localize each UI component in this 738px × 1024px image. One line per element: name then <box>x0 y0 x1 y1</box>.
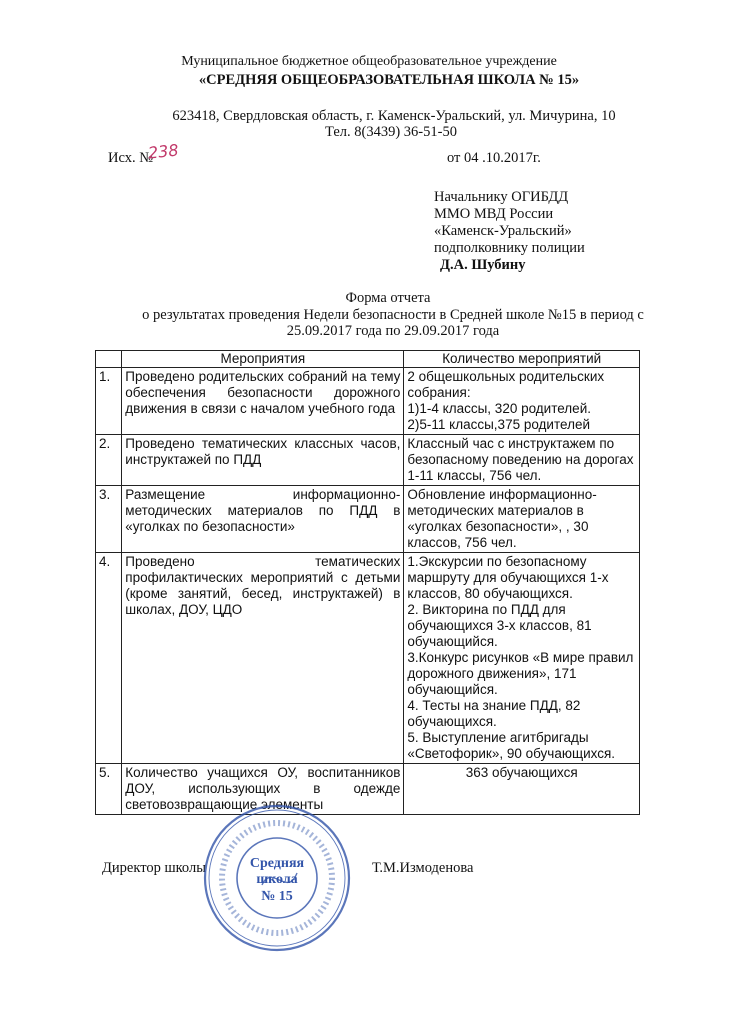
count-line: 2)5-11 классы,375 родителей <box>407 417 590 432</box>
table-row <box>96 368 640 435</box>
form-title: Форма отчета <box>345 290 431 306</box>
addressee-line: подполковнику полиции <box>434 240 585 256</box>
signature-role: Директор школы <box>102 860 206 876</box>
header-events: Мероприятия <box>122 351 404 368</box>
row-count <box>404 553 640 764</box>
row-num: 2. <box>96 435 122 486</box>
row-event: Проведено родительских собраний на тему обеспечения безопасности дорожного движения в связи с началом учебного года <box>122 368 404 435</box>
header-count: Количество мероприятий <box>404 351 640 368</box>
row-count <box>404 368 640 435</box>
count-line: 2 общешкольных родительских собрания: <box>407 369 605 400</box>
row-num: 4. <box>96 553 122 764</box>
addressee-name: Д.А. Шубину <box>440 257 526 273</box>
row-num: 5. <box>96 764 122 815</box>
row-event: Проведено тематических классных часов, инструктажей по ПДД <box>122 435 404 486</box>
addressee-line: ММО МВД России <box>434 206 554 222</box>
table-row <box>96 486 640 553</box>
row-num: 3. <box>96 486 122 553</box>
count-line: 2. Викторина по ПДД для обучающихся 3-х классов, 81 обучающийся. <box>407 602 592 649</box>
school-address: 623418, Свердловская область, г. Каменск-Уральский, ул. Мичурина, 10 <box>172 108 616 124</box>
stamp-text-1: Средняя <box>249 856 305 871</box>
addressee-block <box>434 189 585 274</box>
row-event: Количество учащихся ОУ, воспитанников ДОУ, использующих в одежде световозвращающие элементы <box>122 764 404 815</box>
school-stamp <box>202 803 352 953</box>
header-num <box>96 351 122 368</box>
table-row <box>96 553 640 764</box>
ref-label: Исх. № <box>108 150 154 166</box>
row-event: Проведено тематических профилактических мероприятий с детьми (кроме занятий, бесед, инструктажей) в школах, ДОУ, ЦДО <box>122 553 404 764</box>
table-row <box>96 435 640 486</box>
row-count <box>404 486 640 553</box>
count-line: 363 обучающихся <box>465 765 578 780</box>
addressee-line: «Каменск-Уральский» <box>434 223 572 239</box>
report-table <box>95 350 640 815</box>
stamp-text-2: школа <box>256 872 298 887</box>
count-line: 3.Конкурс рисунков «В мире правил дорожного движения», 171 обучающийся. <box>407 650 634 697</box>
count-line: Обновление информационно-методических материалов в «уголках безопасности», , 30 классов, 756 чел. <box>407 487 597 550</box>
count-line: 5. Выступление агитбригады «Светофорик», 90 обучающихся. <box>407 730 616 761</box>
count-line: 1)1-4 классы, 320 родителей. <box>407 401 591 416</box>
org-line: Муниципальное бюджетное общеобразовательное учреждение <box>181 54 557 69</box>
ref-number: 238 <box>147 140 180 163</box>
ref-date: от 04 .10.2017г. <box>447 150 541 166</box>
row-event: Размещение информационно-методических материалов по ПДД в «уголках по безопасности» <box>122 486 404 553</box>
count-line: Классный час с инструктажем по безопасному поведению на дорогах 1-11 классы, 756 чел. <box>407 436 634 483</box>
stamp-text-3: № 15 <box>261 889 293 904</box>
school-phone: Тел. 8(3439) 36-51-50 <box>325 124 457 140</box>
addressee-line: Начальнику ОГИБДД <box>434 189 569 205</box>
count-line: 1.Экскурсии по безопасному маршруту для обучающихся 1-х классов, 80 обучающихся. <box>407 554 609 601</box>
row-num: 1. <box>96 368 122 435</box>
table-row <box>96 764 640 815</box>
school-name: «СРЕДНЯЯ ОБЩЕОБРАЗОВАТЕЛЬНАЯ ШКОЛА № 15» <box>198 72 580 88</box>
row-count <box>404 764 640 815</box>
table-header-row <box>96 351 640 368</box>
row-count <box>404 435 640 486</box>
count-line: 4. Тесты на знание ПДД, 82 обучающихся. <box>407 698 581 729</box>
signature-name: Т.М.Измоденова <box>372 860 474 876</box>
form-subtitle: о результатах проведения Недели безопасности в Средней школе №15 в период с 25.09.2017 года по 29.09.2017 года <box>142 307 644 339</box>
